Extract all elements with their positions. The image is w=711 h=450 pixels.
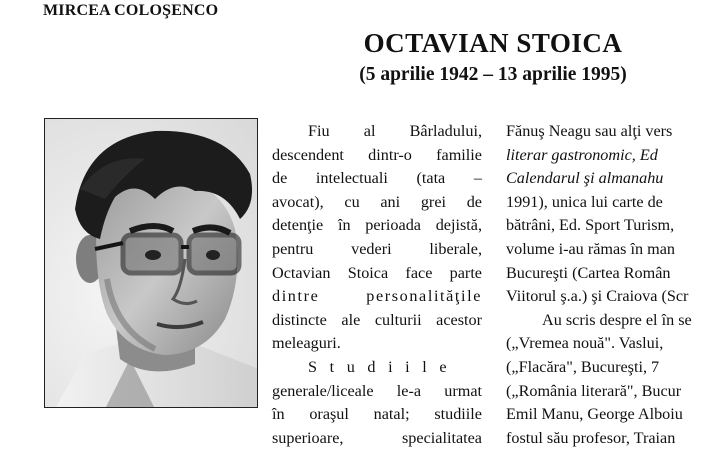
paragraph-line: volume i-au rămas în man <box>506 239 676 258</box>
paragraph-line: generale/liceale le-a urmat <box>272 381 482 400</box>
paragraph-line: bătrâni, Ed. Sport Turism, <box>506 216 675 235</box>
author-name: MIRCEA COLOŞENCO <box>43 2 219 19</box>
paragraph-line: Bucureşti (Cartea Român <box>506 263 671 282</box>
paragraph-line: Fănuş Neagu sau alţi vers <box>506 122 673 140</box>
paragraph-line: în oraşul natal; studiile <box>272 405 482 424</box>
paragraph-line: pentru vederi liberale, <box>272 239 482 258</box>
paragraph-line: Viitorul ş.a.) şi Craiova (Scr <box>506 287 689 306</box>
paragraph-line: distincte ale culturii acestor <box>272 310 482 329</box>
article-column-2 <box>506 120 711 450</box>
paragraph-line: 1991), unica lui carte de <box>506 192 663 211</box>
paragraph-line: („Flacăra", Bucureşti, 7 <box>506 357 660 376</box>
article-column-1 <box>272 120 482 450</box>
paragraph-line: Emil Manu, George Alboiu <box>506 405 683 424</box>
paragraph-line: avocat), cu ani grei de <box>272 192 482 211</box>
paragraph-line: Studiile <box>308 357 460 376</box>
paragraph-line: Octavian Stoica face parte <box>272 263 482 282</box>
paragraph-line: de intelectuali (tata – <box>272 169 482 188</box>
paragraph-line: Au scris despre el în se <box>542 310 692 329</box>
article-title: OCTAVIAN STOICA <box>363 28 623 58</box>
portrait-photo <box>44 118 258 408</box>
paragraph-line: superioare, specialitatea <box>272 428 482 447</box>
paragraph-line: Calendarul şi almanahu <box>506 169 664 188</box>
paragraph-line: fostul său profesor, Traian <box>506 428 676 447</box>
paragraph-line: („Vremea nouă". Vaslui, <box>506 334 664 353</box>
paragraph-line: meleaguri. <box>272 334 341 353</box>
paragraph-line: dintre personalităţile <box>272 287 482 306</box>
paragraph-line: literar gastronomic, Ed <box>506 145 658 164</box>
article-dates: (5 aprilie 1942 – 13 aprilie 1995) <box>359 64 627 85</box>
paragraph-line: descendent dintr-o familie <box>272 145 482 164</box>
paragraph-line: Fiu al Bârladului, <box>308 122 482 140</box>
paragraph-line: („România literară", Bucur <box>506 381 682 400</box>
paragraph-line: detenţie în perioada dejistă, <box>272 216 482 235</box>
